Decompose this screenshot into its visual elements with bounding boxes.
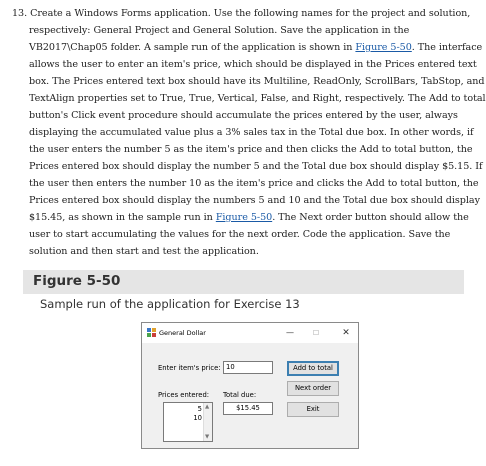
window-titlebar[interactable] <box>142 323 358 343</box>
figure-link[interactable]: Figure 5-50 <box>355 42 412 53</box>
figure-link[interactable]: Figure 5-50 <box>215 212 273 223</box>
exercise-line: user to start accumulating the values for the next order. Code the application. Save the <box>29 229 451 240</box>
total-due-box <box>223 402 273 415</box>
next-order-label: Next order <box>294 384 332 392</box>
total-due-value: $15.45 <box>236 404 260 412</box>
exercise-line: the user then enters the number 10 as the item's price and clicks the Add to total button, the <box>29 178 479 189</box>
price-entry: 5 <box>197 405 202 413</box>
window-title: General Dollar <box>159 329 206 337</box>
exercise-line: button's Click event procedure should accumulate the prices entered by the user, always <box>29 110 458 121</box>
maximize-icon[interactable]: ☐ <box>312 329 320 337</box>
prices-entered-label: Prices entered: <box>158 391 210 399</box>
exercise-line-tail: . The Next order button should allow the <box>272 212 469 223</box>
exercise-line-tail: . The interface <box>411 42 483 53</box>
scroll-down-icon[interactable]: ▼ <box>205 434 210 440</box>
exit-label: Exit <box>306 405 320 413</box>
price-input[interactable] <box>223 361 273 374</box>
app-icon <box>147 328 156 337</box>
scroll-up-icon[interactable]: ▲ <box>205 404 210 410</box>
general-dollar-window <box>141 322 359 449</box>
price-input-value: 10 <box>226 363 235 371</box>
figure-caption: Sample run of the application for Exercise 13 <box>40 297 300 311</box>
prices-entered-box <box>163 402 213 442</box>
next-order-button[interactable] <box>287 381 339 396</box>
exercise-line: the user enters the number 5 as the item's price and then clicks the Add to total button, the <box>29 144 473 155</box>
exercise-line: allows the user to enter an item's price, which should be displayed in the Prices entered text <box>29 59 477 70</box>
add-to-total-button[interactable] <box>287 361 339 376</box>
total-due-label: Total due: <box>223 391 257 399</box>
exercise-line: displaying the accumulated value plus a 3% sales tax in the Total due box. In other words, if <box>29 127 474 138</box>
minimize-icon[interactable]: — <box>286 328 294 337</box>
exercise-line: Prices entered box should display the numbers 5 and 10 and the Total due box should display <box>29 195 480 206</box>
exercise-line: TextAlign properties set to True, True, Vertical, False, and Right, respectively. The Add to total <box>29 93 486 104</box>
figure-title: Figure 5-50 <box>33 273 121 289</box>
exercise-number: 13. <box>12 8 28 19</box>
exit-button[interactable] <box>287 402 339 417</box>
add-to-total-label: Add to total <box>293 364 333 372</box>
exercise-line: solution and then start and test the application. <box>29 246 259 257</box>
exercise-line: $15.45, as shown in the sample run in <box>29 212 216 223</box>
vertical-scrollbar[interactable] <box>203 403 212 441</box>
price-label: Enter item's price: <box>158 364 221 372</box>
figure-header <box>23 270 464 294</box>
price-entry: 10 <box>193 414 202 422</box>
exercise-line: Prices entered box should display the number 5 and the Total due box should display $5.15. If <box>29 161 483 172</box>
exercise-line: box. The Prices entered text box should have its Multiline, ReadOnly, ScrollBars, TabStop, and <box>29 76 485 87</box>
exercise-line: Create a Windows Forms application. Use the following names for the project and solution, <box>30 8 471 19</box>
exercise-text <box>12 5 486 260</box>
exercise-line: respectively: General Project and General Solution. Save the application in the <box>29 25 410 36</box>
exercise-line: VB2017\Chap05 folder. A sample run of the application is shown in <box>29 42 356 53</box>
close-icon[interactable]: ✕ <box>342 328 350 338</box>
